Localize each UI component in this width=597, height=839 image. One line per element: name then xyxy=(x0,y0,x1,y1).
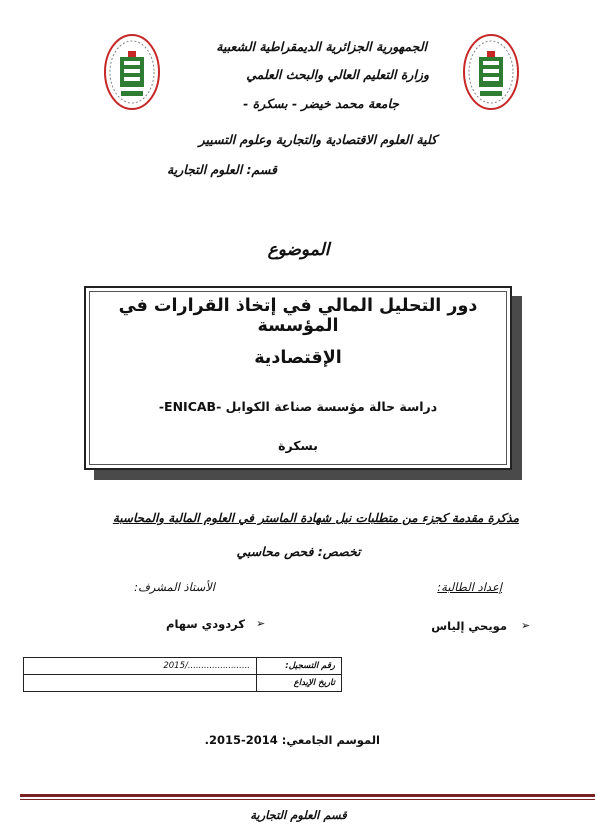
university-line: جامعة محمد خيضر - بسكرة - xyxy=(243,96,399,111)
footer-department: قسم العلوم التجارية xyxy=(250,808,347,822)
deposit-date-value xyxy=(24,675,257,692)
supervisor-name: كردودي سهام xyxy=(166,617,245,631)
university-logo-left xyxy=(103,33,161,111)
footer-rule-thin xyxy=(20,799,595,800)
department-line: قسم: العلوم التجارية xyxy=(167,162,277,177)
registration-number-value: ......................./2015 xyxy=(24,658,257,675)
student-bullet-icon: ➢ xyxy=(521,619,531,632)
subject-heading: الموضوع xyxy=(267,240,330,260)
case-study-line1: دراسة حالة مؤسسة صناعة الكوابل -ENICAB- xyxy=(158,399,438,414)
university-logo-right xyxy=(462,33,520,111)
table-row xyxy=(24,658,342,675)
title-frame xyxy=(84,286,512,470)
table-row xyxy=(24,675,342,692)
supervisor-label: الأستاذ المشرف: xyxy=(134,580,215,594)
student-name: مويحي إلياس xyxy=(431,619,507,633)
supervisor-bullet-icon: ➢ xyxy=(256,617,266,630)
republic-line: الجمهورية الجزائرية الديمقراطية الشعبية xyxy=(216,39,427,54)
specialization: تخصص: فحص محاسبي xyxy=(236,544,361,559)
registration-table xyxy=(23,657,342,692)
case-study-line2: بسكرة xyxy=(278,438,318,453)
student-label: إعداد الطالبة: xyxy=(437,580,502,594)
deposit-date-label: تاريخ الإيداع xyxy=(257,675,342,692)
memo-statement: مذكرة مقدمة كجزء من متطلبات نيل شهادة الماستر في العلوم المالية والمحاسبة xyxy=(112,511,519,525)
thesis-title-line2: الإقتصادية xyxy=(254,348,342,368)
registration-number-label: رقم التسجيل: xyxy=(257,658,342,675)
academic-year: الموسم الجامعي: 2014-2015. xyxy=(204,733,380,747)
footer-rule-thick xyxy=(20,794,595,797)
ministry-line: وزارة التعليم العالي والبحث العلمي xyxy=(246,67,429,82)
thesis-title-line1: دور التحليل المالي في إتخاذ القرارات في المؤسسة xyxy=(118,296,478,336)
faculty-line: كلية العلوم الاقتصادية والتجارية وعلوم التسيير xyxy=(198,132,437,147)
